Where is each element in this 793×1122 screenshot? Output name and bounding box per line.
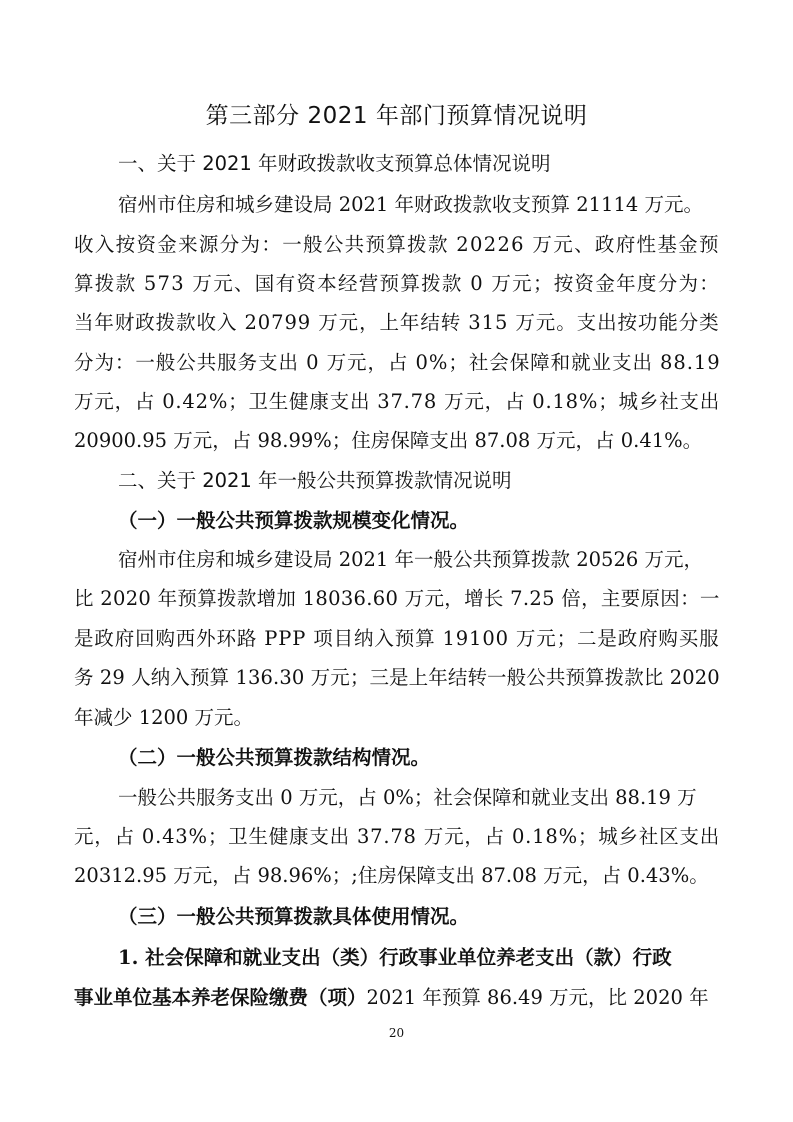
subsection-heading: （三）一般公共预算拨款具体使用情况。 <box>118 905 470 928</box>
page-number: 20 <box>388 1026 405 1040</box>
paragraph-line: 万元，占 0.42%；卫生健康支出 37.78 万元，占 0.18%；城乡社支出 <box>74 390 721 413</box>
paragraph-line: 一般公共服务支出 0 万元，占 0%；社会保障和就业支出 88.19 万 <box>118 786 697 809</box>
paragraph-line: 20312.95 万元，占 98.96%；;住房保障支出 87.08 万元，占 0.43%。 <box>74 864 709 887</box>
paragraph-line: 算拨款 573 万元、国有资本经营预算拨款 0 万元；按资金年度分为： <box>74 272 721 295</box>
item-text: 2021 年预算 86.49 万元，比 2020 年 <box>366 986 709 1009</box>
section-heading: 一、关于 2021 年财政拨款收支预算总体情况说明 <box>118 152 551 175</box>
paragraph-line: 比 2020 年预算拨款增加 18036.60 万元，增长 7.25 倍，主要原因：一 <box>74 587 720 610</box>
paragraph-line: 宿州市住房和城乡建设局 2021 年财政拨款收支预算 21114 万元。 <box>118 193 703 216</box>
section-heading: 二、关于 2021 年一般公共预算拨款情况说明 <box>118 469 512 492</box>
page-title: 第三部分 2021 年部门预算情况说明 <box>205 103 588 129</box>
subsection-heading: （一）一般公共预算拨款规模变化情况。 <box>118 509 470 532</box>
paragraph-line: 务 29 人纳入预算 136.30 万元；三是上年结转一般公共预算拨款比 2020 <box>74 666 720 689</box>
subsection-heading: 1. 社会保障和就业支出（类）行政事业单位养老支出（款）行政 <box>118 946 672 969</box>
paragraph-line: 收入按资金来源分为：一般公共预算拨款 20226 万元、政府性基金预 <box>74 233 720 256</box>
subsection-heading: （二）一般公共预算拨款结构情况。 <box>118 746 431 769</box>
paragraph-line: 是政府回购西外环路 PPP 项目纳入预算 19100 万元；二是政府购买服 <box>74 627 720 650</box>
paragraph-line: 宿州市住房和城乡建设局 2021 年一般公共预算拨款 20526 万元， <box>118 548 703 571</box>
paragraph-line <box>74 982 709 1014</box>
paragraph-line: 分为：一般公共服务支出 0 万元，占 0%；社会保障和就业支出 88.19 <box>74 351 721 374</box>
paragraph-line: 年减少 1200 万元。 <box>74 706 254 729</box>
paragraph-line: 元，占 0.43%；卫生健康支出 37.78 万元，占 0.18%；城乡社区支出 <box>74 825 721 848</box>
paragraph-line: 当年财政拨款收入 20799 万元，上年结转 315 万元。支出按功能分类 <box>74 311 720 334</box>
paragraph-line: 20900.95 万元，占 98.99%；住房保障支出 87.08 万元，占 0.41%。 <box>74 429 703 452</box>
item-title: 事业单位基本养老保险缴费（项） <box>74 986 367 1009</box>
